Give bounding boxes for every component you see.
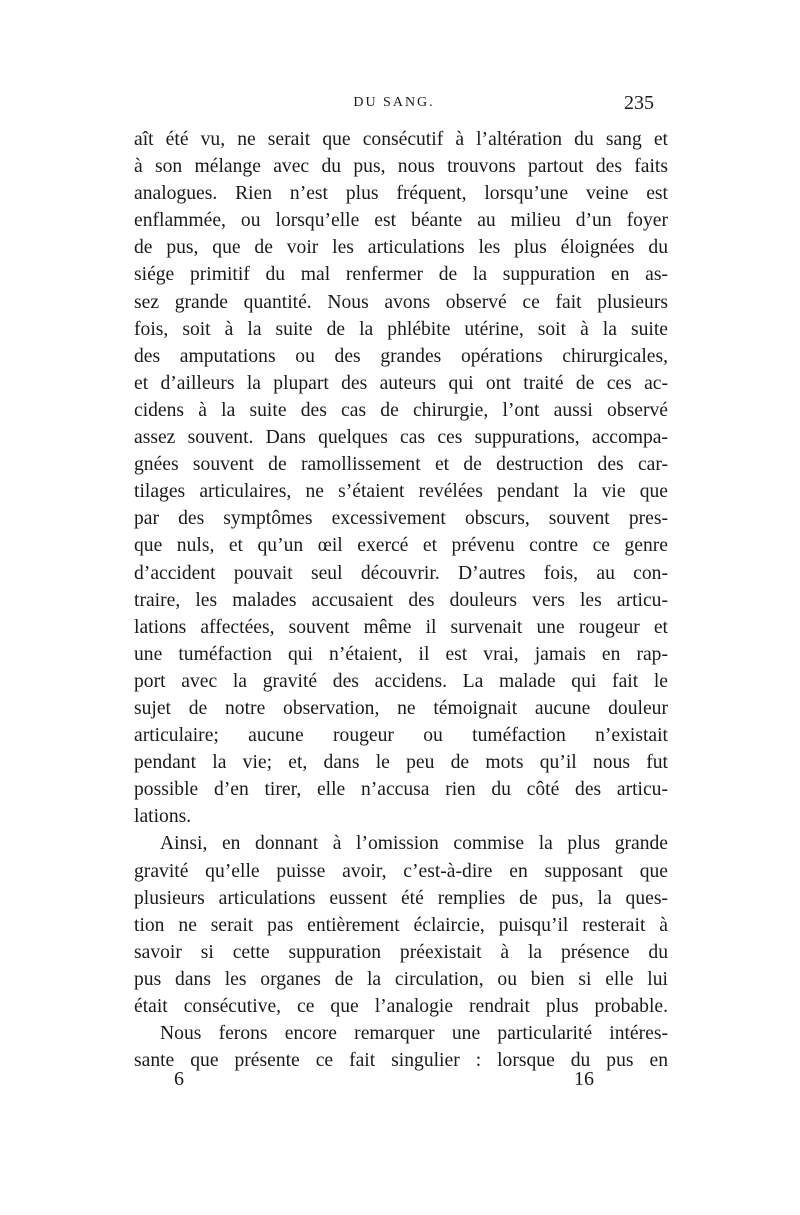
text-line: pus dans les organes de la circulation, ou bien si elle lui: [134, 968, 668, 990]
body-text: [134, 126, 668, 1074]
running-title: DU SANG.: [353, 95, 435, 110]
signature-mark: 6: [174, 1068, 184, 1090]
paragraph-end-line: était consécutive, ce que l’analogie rendrait plus probable.: [134, 996, 668, 1017]
text-line: que nuls, et qu’un œil exercé et prévenu contre ce genre: [134, 535, 668, 557]
text-line: tion ne serait pas entièrement éclaircie, puisqu’il resterait à: [134, 914, 668, 936]
text-line: analogues. Rien n’est plus fréquent, lorsqu’une veine est: [134, 183, 668, 205]
text-line: cidens à la suite des cas de chirurgie, l’ont aussi observé: [134, 399, 668, 421]
text-line: siége primitif du mal renfermer de la suppuration en as-: [134, 264, 668, 286]
text-line: gnées souvent de ramollissement et de destruction des car-: [134, 454, 668, 476]
text-line: aît été vu, ne serait que consécutif à l’altération du sang et: [134, 129, 668, 150]
text-line: lations affectées, souvent même il survenait une rougeur et: [134, 616, 668, 638]
text-line: enflammée, ou lorsqu’elle est béante au milieu d’un foyer: [134, 210, 668, 232]
text-line: sante que présente ce fait singulier : lorsque du pus en: [134, 1050, 668, 1072]
text-line: tilages articulaires, ne s’étaient revélées pendant la vie que: [134, 481, 668, 503]
text-line: de pus, que de voir les articulations les plus éloignées du: [134, 237, 668, 259]
text-line: port avec la gravité des accidens. La malade qui fait le: [134, 670, 668, 692]
running-head: [134, 92, 654, 119]
text-line: gravité qu’elle puisse avoir, c’est-à-dire en supposant que: [134, 860, 668, 882]
paragraph-end-line: lations.: [134, 806, 192, 828]
text-line: des amputations ou des grandes opérations chirurgicales,: [134, 345, 668, 367]
text-line: par des symptômes excessivement obscurs, souvent pres-: [134, 508, 668, 530]
text-line: savoir si cette suppuration préexistait à la présence du: [134, 941, 668, 963]
text-line: plusieurs articulations eussent été remplies de pus, la ques-: [134, 887, 668, 909]
text-line: d’accident pouvait seul découvrir. D’autres fois, au con-: [134, 562, 668, 584]
gathering-number: 16: [574, 1068, 594, 1090]
paragraph-start-line: Nous ferons encore remarquer une particularité intéres-: [160, 1023, 668, 1045]
text-line: assez souvent. Dans quelques cas ces suppurations, accompa-: [134, 427, 668, 449]
page-number: 235: [624, 92, 654, 114]
text-line: traire, les malades accusaient des douleurs vers les articu-: [134, 589, 668, 611]
text-line: pendant la vie; et, dans le peu de mots qu’il nous fut: [134, 752, 668, 774]
text-line: une tuméfaction qui n’étaient, il est vrai, jamais en rap-: [134, 643, 668, 665]
page-footer: [134, 1068, 668, 1098]
text-line: fois, soit à la suite de la phlébite utérine, soit à la suite: [134, 318, 668, 340]
paragraph-start-line: Ainsi, en donnant à l’omission commise la plus grande: [160, 833, 668, 855]
text-line: possible d’en tirer, elle n’accusa rien du côté des articu-: [134, 779, 668, 801]
text-line: articulaire; aucune rougeur ou tuméfaction n’existait: [134, 725, 668, 747]
text-line: sez grande quantité. Nous avons observé ce fait plusieurs: [134, 291, 668, 313]
text-line: à son mélange avec du pus, nous trouvons partout des faits: [134, 156, 668, 178]
text-line: et d’ailleurs la plupart des auteurs qui ont traité de ces ac-: [134, 372, 668, 394]
text-line: sujet de notre observation, ne témoignait aucune douleur: [134, 697, 668, 719]
